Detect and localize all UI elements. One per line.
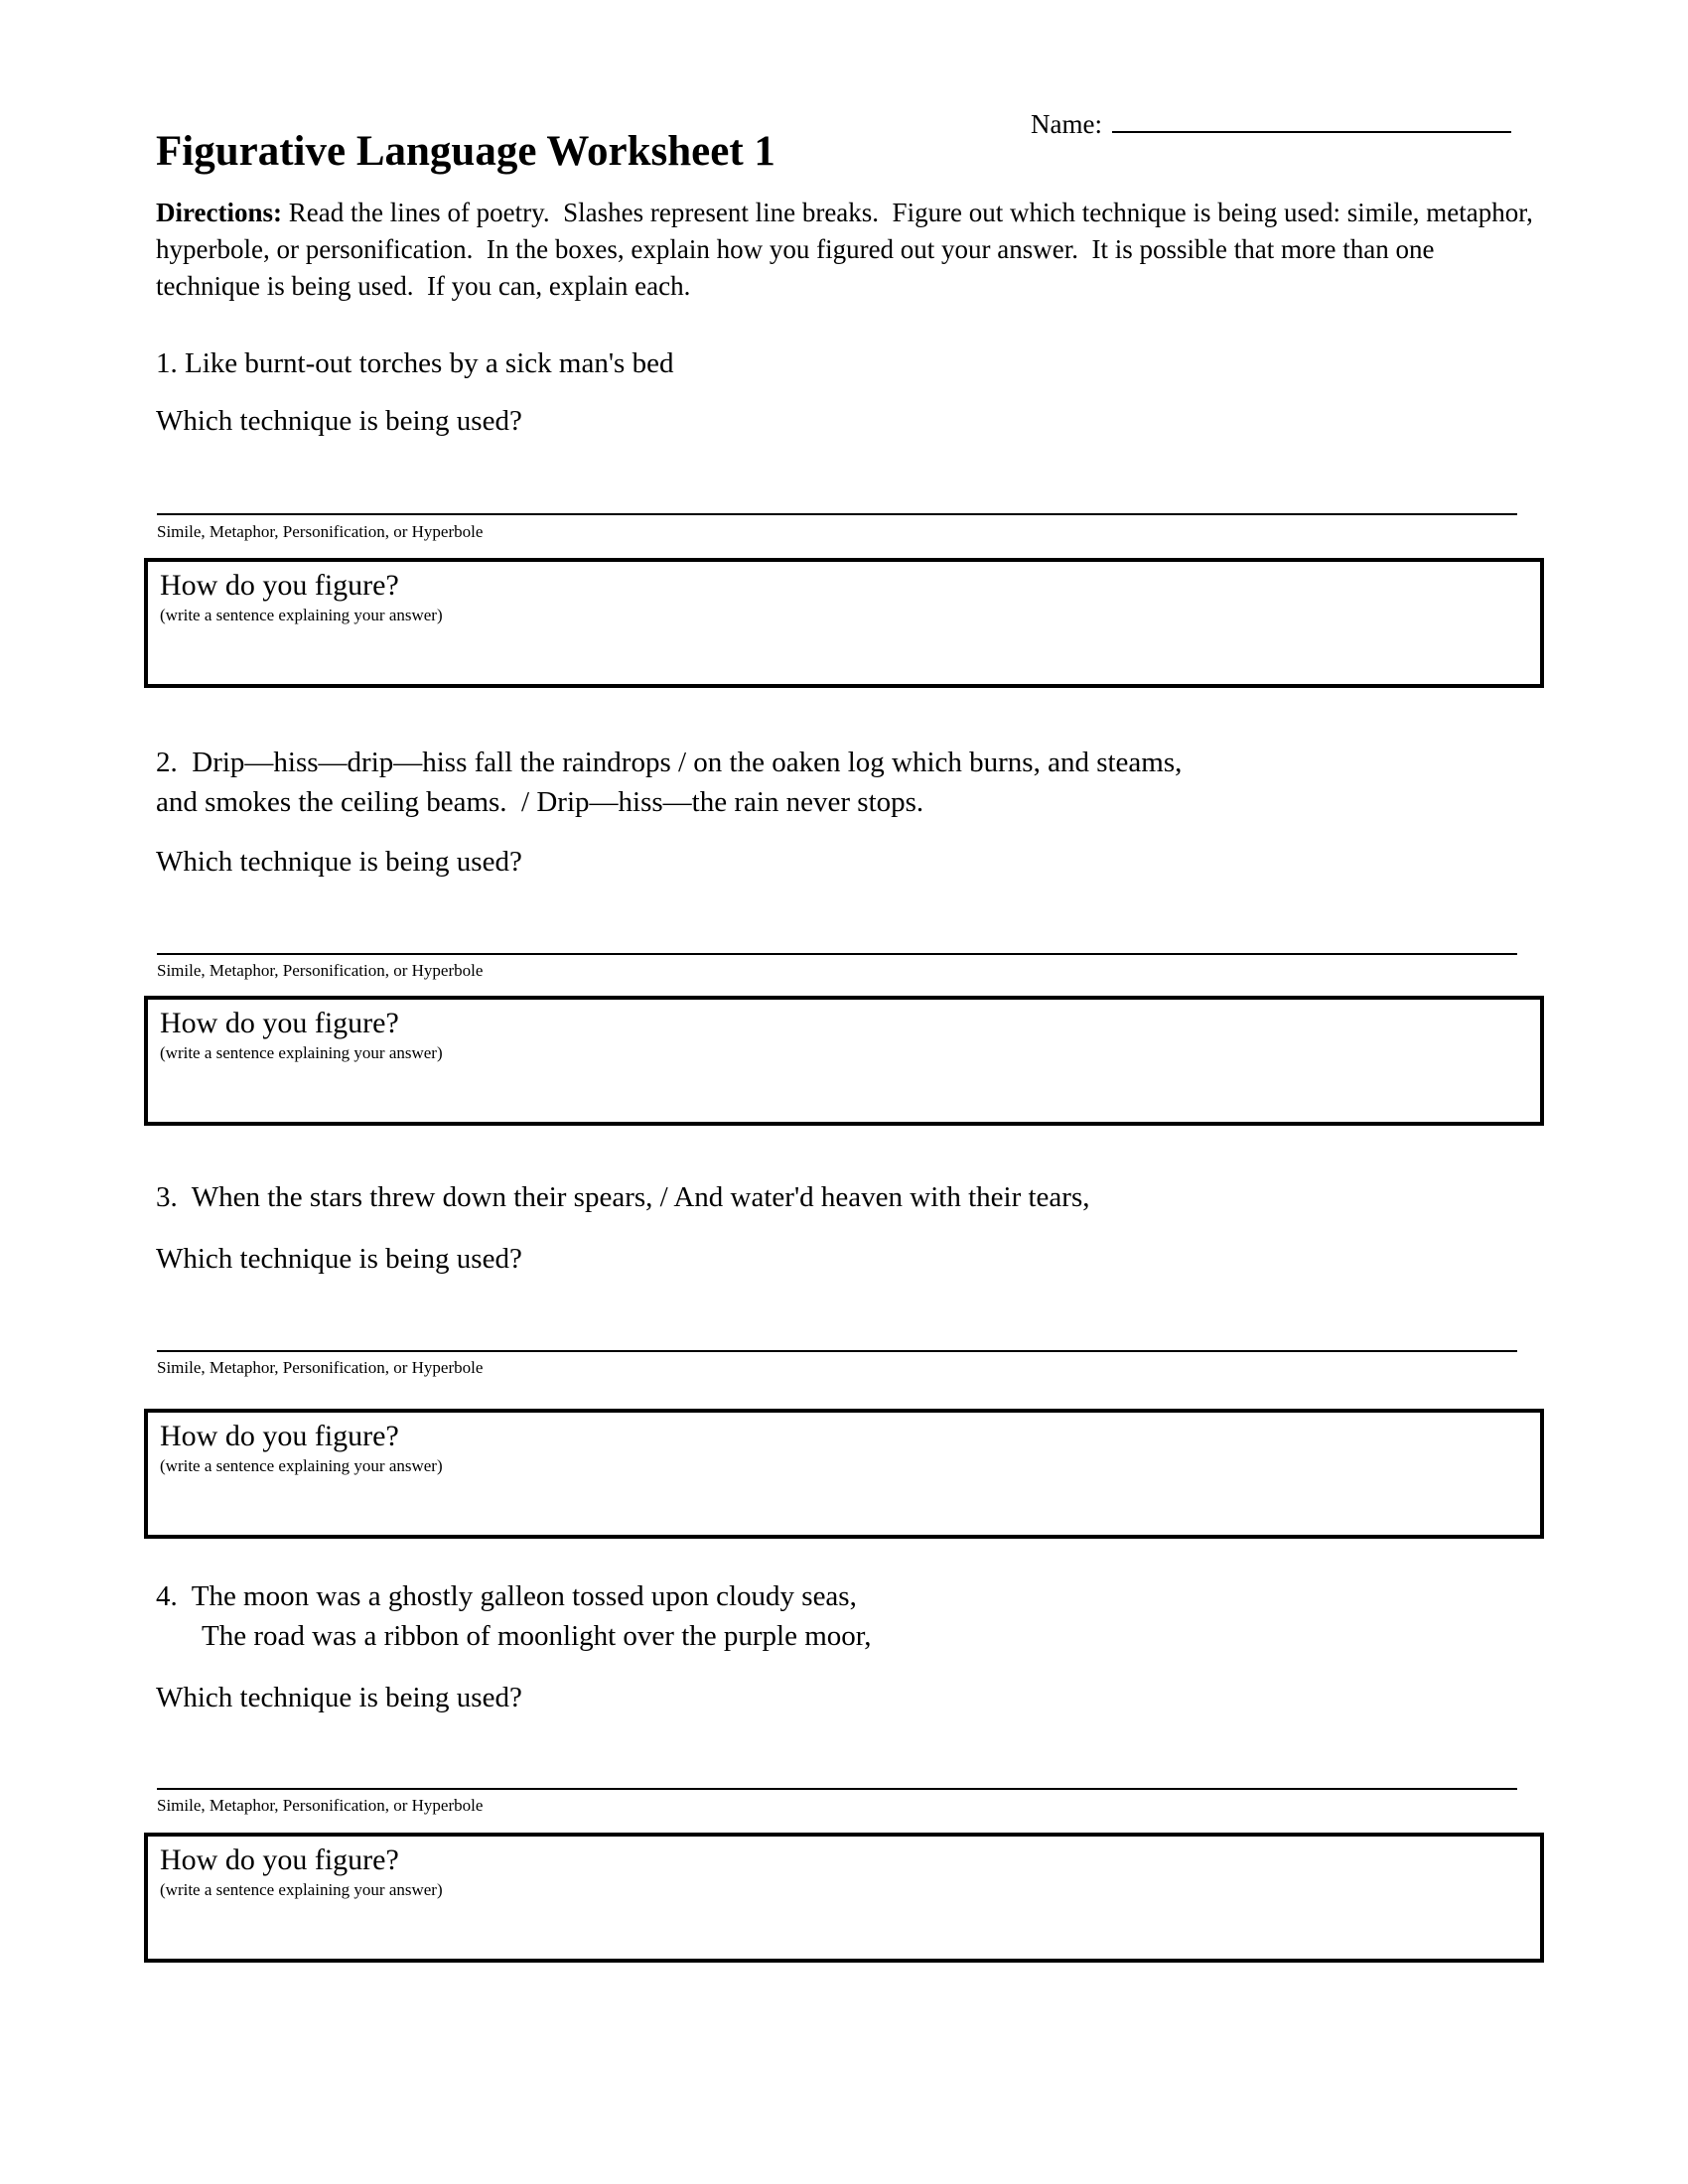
question-2-answer-line[interactable] [157,953,1517,955]
question-4-line-2: The road was a ribbon of moonlight over the purple moor, [202,1620,872,1652]
directions-text: Read the lines of poetry. Slashes represent line breaks. Figure out which technique is being used: simile, metaphor, hyperbole, or personification. In the boxes, explain how you figured out your answer. It is possible that more than one technique is being used. If you can, explain each. [156,198,1540,301]
question-4-answer-line[interactable] [157,1788,1517,1790]
question-4-answer-box[interactable] [144,1833,1544,1963]
question-1-text [156,343,673,383]
question-4-answer-line-hint: Simile, Metaphor, Personification, or Hyperbole [157,1796,484,1815]
question-2-answer-line-hint: Simile, Metaphor, Personification, or Hyperbole [157,961,484,980]
question-1-answer-box-title: How do you figure? [160,569,399,602]
question-1-line-1: 1. Like burnt-out torches by a sick man's bed [156,347,674,379]
question-4-technique-prompt: Which technique is being used? [156,1682,522,1713]
question-4-answer-box-hint: (write a sentence explaining your answer) [160,1880,443,1899]
name-field-row [1031,103,1511,140]
question-3-answer-box[interactable] [144,1409,1544,1539]
question-1-answer-line-hint: Simile, Metaphor, Personification, or Hyperbole [157,522,484,541]
question-2-line-2: and smokes the ceiling beams. / Drip—hiss—the rain never stops. [156,786,924,818]
directions-label: Directions: [156,198,282,227]
question-4-text [156,1576,872,1656]
question-2-technique-prompt: Which technique is being used? [156,846,522,878]
question-1-answer-box-hint: (write a sentence explaining your answer) [160,606,443,624]
question-2-answer-box[interactable] [144,996,1544,1126]
question-3-answer-box-hint: (write a sentence explaining your answer) [160,1456,443,1475]
question-1-answer-line[interactable] [157,513,1517,515]
question-4-answer-box-title: How do you figure? [160,1843,399,1876]
question-1-answer-box[interactable] [144,558,1544,688]
name-label: Name: [1031,109,1102,139]
question-3-text [156,1177,1089,1217]
name-blank-line[interactable] [1112,103,1511,133]
question-3-answer-line[interactable] [157,1350,1517,1352]
question-2-line-1: 2. Drip—hiss—drip—hiss fall the raindrops / on the oaken log which burns, and steams, [156,747,1183,778]
question-3-answer-box-title: How do you figure? [160,1420,399,1452]
question-3-answer-line-hint: Simile, Metaphor, Personification, or Hyperbole [157,1358,484,1377]
directions [156,195,1538,305]
question-2-text [156,743,1182,822]
question-3-technique-prompt: Which technique is being used? [156,1243,522,1275]
question-2-answer-box-title: How do you figure? [160,1007,399,1039]
page-title: Figurative Language Worksheet 1 [156,128,775,175]
question-3-line-1: 3. When the stars threw down their spears, / And water'd heaven with their tears, [156,1181,1090,1213]
question-1-technique-prompt: Which technique is being used? [156,405,522,437]
question-2-answer-box-hint: (write a sentence explaining your answer) [160,1043,443,1062]
question-4-line-1: 4. The moon was a ghostly galleon tossed upon cloudy seas, [156,1580,857,1612]
